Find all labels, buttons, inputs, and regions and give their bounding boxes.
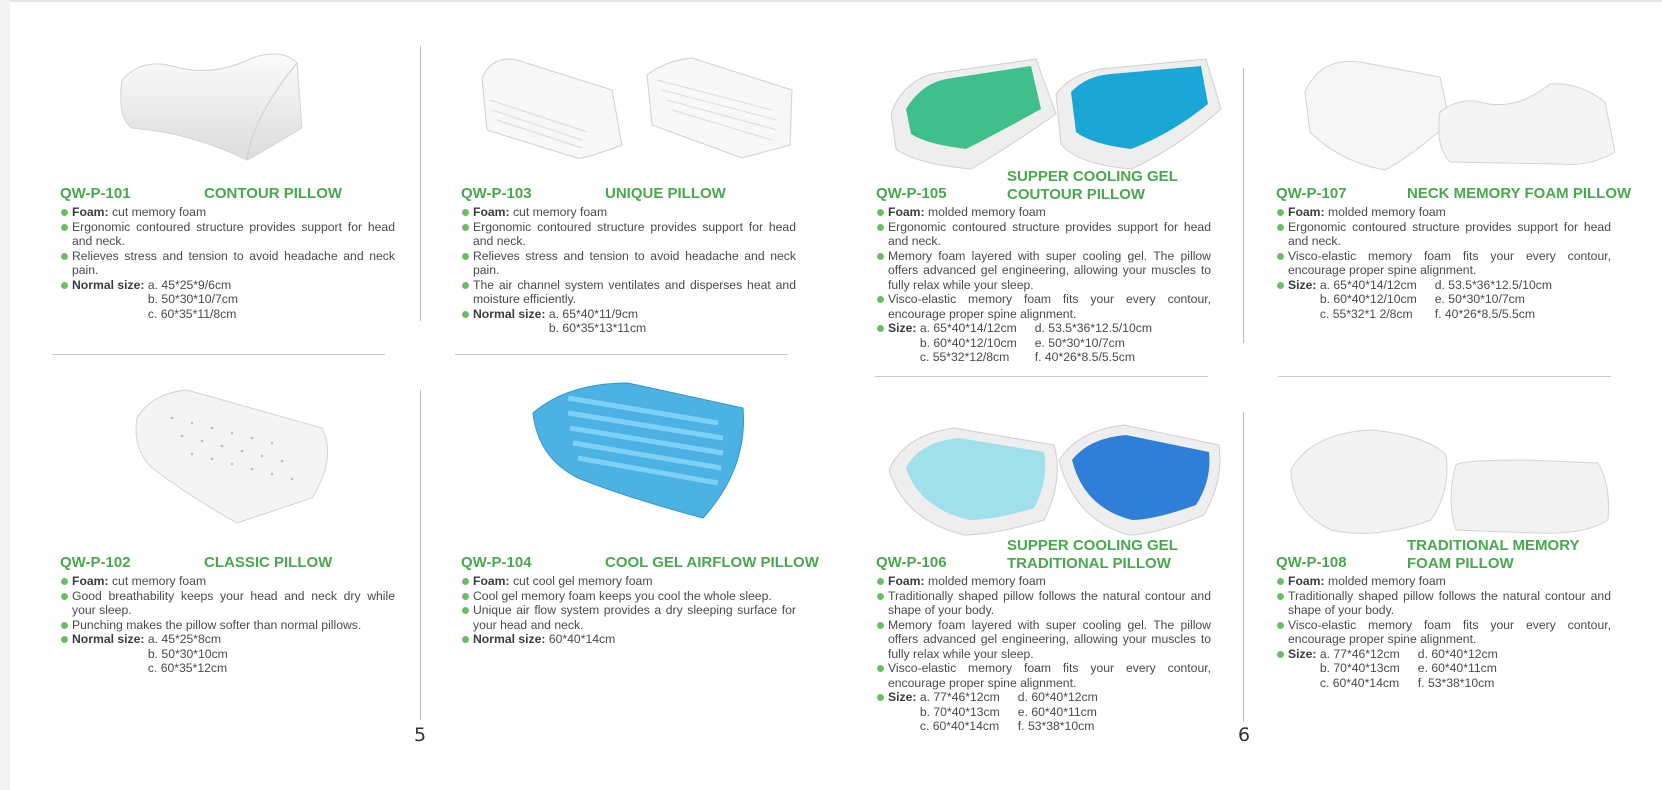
product-name: TRADITIONAL MEMORY FOAM PILLOW (1407, 537, 1580, 572)
feature-text: Relieves stress and tension to avoid headache and neck pain. (473, 248, 796, 277)
product-name: UNIQUE PILLOW (605, 185, 726, 202)
size-value: c. 60*40*14cm (1319, 675, 1400, 690)
size-value: d. 60*40*12cm (1417, 646, 1498, 661)
product-code: QW-P-107 (1276, 185, 1347, 202)
size-list (920, 690, 1098, 734)
size-item (461, 632, 796, 647)
feature-text: Unique air flow system provides a dry sleeping surface for your head and neck. (473, 603, 796, 632)
size-item (1276, 647, 1611, 691)
size-list (148, 632, 228, 676)
size-value: b. 60*35*13*11cm (548, 321, 647, 335)
product-name: COOL GEL AIRFLOW PILLOW (605, 554, 819, 571)
column-divider (420, 46, 421, 321)
size-value: a. 65*40*14/12cm (919, 321, 1017, 335)
size-item (60, 632, 395, 676)
product-code: QW-P-101 (60, 185, 131, 202)
feature-item (876, 661, 1211, 690)
size-value: f. 53*38*10cm (1417, 675, 1495, 690)
feature-label: Foam: (1288, 205, 1328, 219)
feature-text: cut memory foam (512, 205, 608, 219)
feature-list (461, 574, 796, 647)
feature-text: Ergonomic contoured structure provides support for head and neck. (888, 219, 1211, 248)
feature-item (1276, 574, 1611, 589)
feature-text: Visco-elastic memory foam fits your every contour, encourage proper spine alignment. (1288, 617, 1611, 646)
size-value: d. 53.5*36*12.5/10cm (1034, 321, 1152, 335)
feature-label: Foam: (888, 574, 928, 588)
feature-text: Memory foam layered with super cooling gel. The pillow offers advanced gel engineering, allowing your muscles to fully relax while your sleep. (888, 617, 1211, 661)
page-number: 5 (414, 724, 427, 746)
feature-text: cut memory foam (111, 574, 207, 588)
size-value: e. 60*40*11cm (1017, 704, 1097, 719)
product-name: SUPPER COOLING GEL TRADITIONAL PILLOW (1007, 537, 1178, 572)
size-value: c. 55*32*1 2/8cm (1319, 306, 1413, 321)
size-value: d. 60*40*12cm (1017, 690, 1098, 704)
feature-label: Foam: (72, 574, 112, 588)
feature-text: cut memory foam (111, 205, 207, 219)
feature-item (60, 618, 395, 633)
feature-text: Ergonomic contoured structure provides support for head and neck. (1288, 219, 1611, 248)
feature-label: Foam: (473, 205, 513, 219)
size-value: b. 60*40*12/10cm (919, 335, 1017, 350)
feature-text: molded memory foam (927, 574, 1046, 588)
feature-text: molded memory foam (1327, 574, 1446, 588)
product-qw-p-106 (876, 0, 1236, 780)
feature-text: molded memory foam (1327, 205, 1446, 219)
feature-text: Cool gel memory foam keeps you cool the whole sleep. (473, 588, 772, 603)
size-list (549, 632, 615, 647)
feature-text: Ergonomic contoured structure provides support for head and neck. (473, 219, 796, 248)
feature-text: Ergonomic contoured structure provides support for head and neck. (72, 219, 395, 248)
size-label: Size: (888, 321, 920, 335)
size-label: Normal size: (473, 306, 549, 321)
viewer-left-margin (0, 0, 10, 790)
feature-item (461, 603, 796, 632)
size-value: c. 60*40*14cm (919, 719, 1000, 733)
product-code: QW-P-103 (461, 185, 532, 202)
size-value: b. 50*30*10/7cm (147, 292, 238, 306)
size-label: Size: (888, 690, 920, 704)
feature-item (461, 574, 796, 589)
size-value: d. 53.5*36*12.5/10cm (1434, 277, 1552, 292)
size-label: Size: (1288, 277, 1320, 292)
feature-text: cut cool gel memory foam (512, 574, 653, 588)
size-label: Normal size: (72, 277, 148, 292)
product-name: SUPPER COOLING GEL COUTOUR PILLOW (1007, 168, 1178, 203)
size-value: a. 77*46*12cm (919, 690, 1000, 704)
size-value: f. 40*26*8.5/5.5cm (1034, 350, 1136, 364)
feature-item (1276, 589, 1611, 618)
size-label: Normal size: (72, 632, 148, 646)
feature-label: Foam: (1288, 574, 1328, 588)
feature-text: Good breathability keeps your head and neck dry while your sleep. (72, 588, 395, 617)
size-value: c. 60*35*12cm (147, 661, 228, 675)
size-value: e. 60*40*11cm (1417, 661, 1497, 675)
feature-text: Punching makes the pillow softer than normal pillows. (72, 617, 362, 632)
product-code: QW-P-108 (1276, 554, 1347, 571)
size-value: 60*40*14cm (548, 632, 616, 646)
feature-text: Visco-elastic memory foam fits your every contour, encourage proper spine alignment. (888, 292, 1211, 321)
feature-text: Traditionally shaped pillow follows the natural contour and shape of your body. (1288, 588, 1611, 617)
feature-label: Foam: (473, 574, 513, 588)
feature-text: Memory foam layered with super cooling gel. The pillow offers advanced gel engineering, allowing your muscles to fully relax while your sleep. (888, 248, 1211, 292)
feature-item (876, 618, 1211, 662)
product-qw-p-102 (60, 0, 420, 780)
feature-text: Relieves stress and tension to avoid headache and neck pain. (72, 248, 395, 277)
product-code: QW-P-106 (876, 554, 947, 571)
size-label: Normal size: (473, 632, 549, 646)
size-value: c. 55*32*12/8cm (919, 350, 1010, 364)
feature-item (60, 574, 395, 589)
size-value: e. 50*30*10/7cm (1034, 335, 1125, 350)
size-list (1320, 647, 1498, 691)
feature-item (1276, 618, 1611, 647)
size-value: a. 45*25*9/6cm (147, 277, 232, 292)
product-name: CLASSIC PILLOW (204, 554, 333, 571)
size-label: Size: (1288, 646, 1320, 661)
feature-item (461, 589, 796, 604)
size-value: a. 45*25*8cm (147, 632, 222, 646)
feature-item (876, 589, 1211, 618)
size-value: b. 60*40*12/10cm (1319, 292, 1417, 306)
size-value: f. 40*26*8.5/5.5cm (1434, 306, 1536, 321)
feature-text: molded memory foam (927, 205, 1046, 219)
feature-text: Visco-elastic memory foam fits your every contour, encourage proper spine alignment. (1288, 248, 1611, 277)
page-number: 6 (1238, 724, 1251, 746)
feature-list (60, 574, 395, 676)
size-value: b. 70*40*13cm (919, 704, 1000, 719)
feature-item (60, 589, 395, 618)
size-item (876, 690, 1211, 734)
feature-text: Traditionally shaped pillow follows the natural contour and shape of your body. (888, 588, 1211, 617)
feature-list (1276, 574, 1611, 690)
column-divider (1243, 412, 1244, 722)
product-name: CONTOUR PILLOW (204, 185, 343, 202)
column-divider (1243, 68, 1244, 343)
product-qw-p-104 (461, 0, 821, 780)
feature-list (876, 574, 1211, 734)
feature-text: Visco-elastic memory foam fits your every contour, encourage proper spine alignment. (888, 661, 1211, 690)
size-value: b. 50*30*10cm (147, 646, 228, 661)
feature-label: Foam: (72, 205, 112, 219)
product-code: QW-P-105 (876, 185, 947, 202)
product-code: QW-P-104 (461, 554, 532, 571)
product-qw-p-108 (1276, 0, 1636, 780)
feature-label: Foam: (888, 205, 928, 219)
size-value: e. 50*30*10/7cm (1434, 292, 1525, 306)
feature-item (876, 574, 1211, 589)
size-value: b. 70*40*13cm (1319, 661, 1400, 675)
column-divider (420, 390, 421, 720)
size-value: c. 60*35*11/8cm (147, 306, 237, 321)
size-value: a. 65*40*11/9cm (548, 306, 639, 321)
product-code: QW-P-102 (60, 554, 131, 571)
feature-text: The air channel system ventilates and disperses heat and moisture efficiently. (473, 277, 796, 306)
product-name: NECK MEMORY FOAM PILLOW (1407, 185, 1632, 202)
size-value: a. 65*40*14/12cm (1319, 277, 1417, 292)
size-value: f. 53*38*10cm (1017, 719, 1095, 733)
size-value: a. 77*46*12cm (1319, 646, 1400, 661)
